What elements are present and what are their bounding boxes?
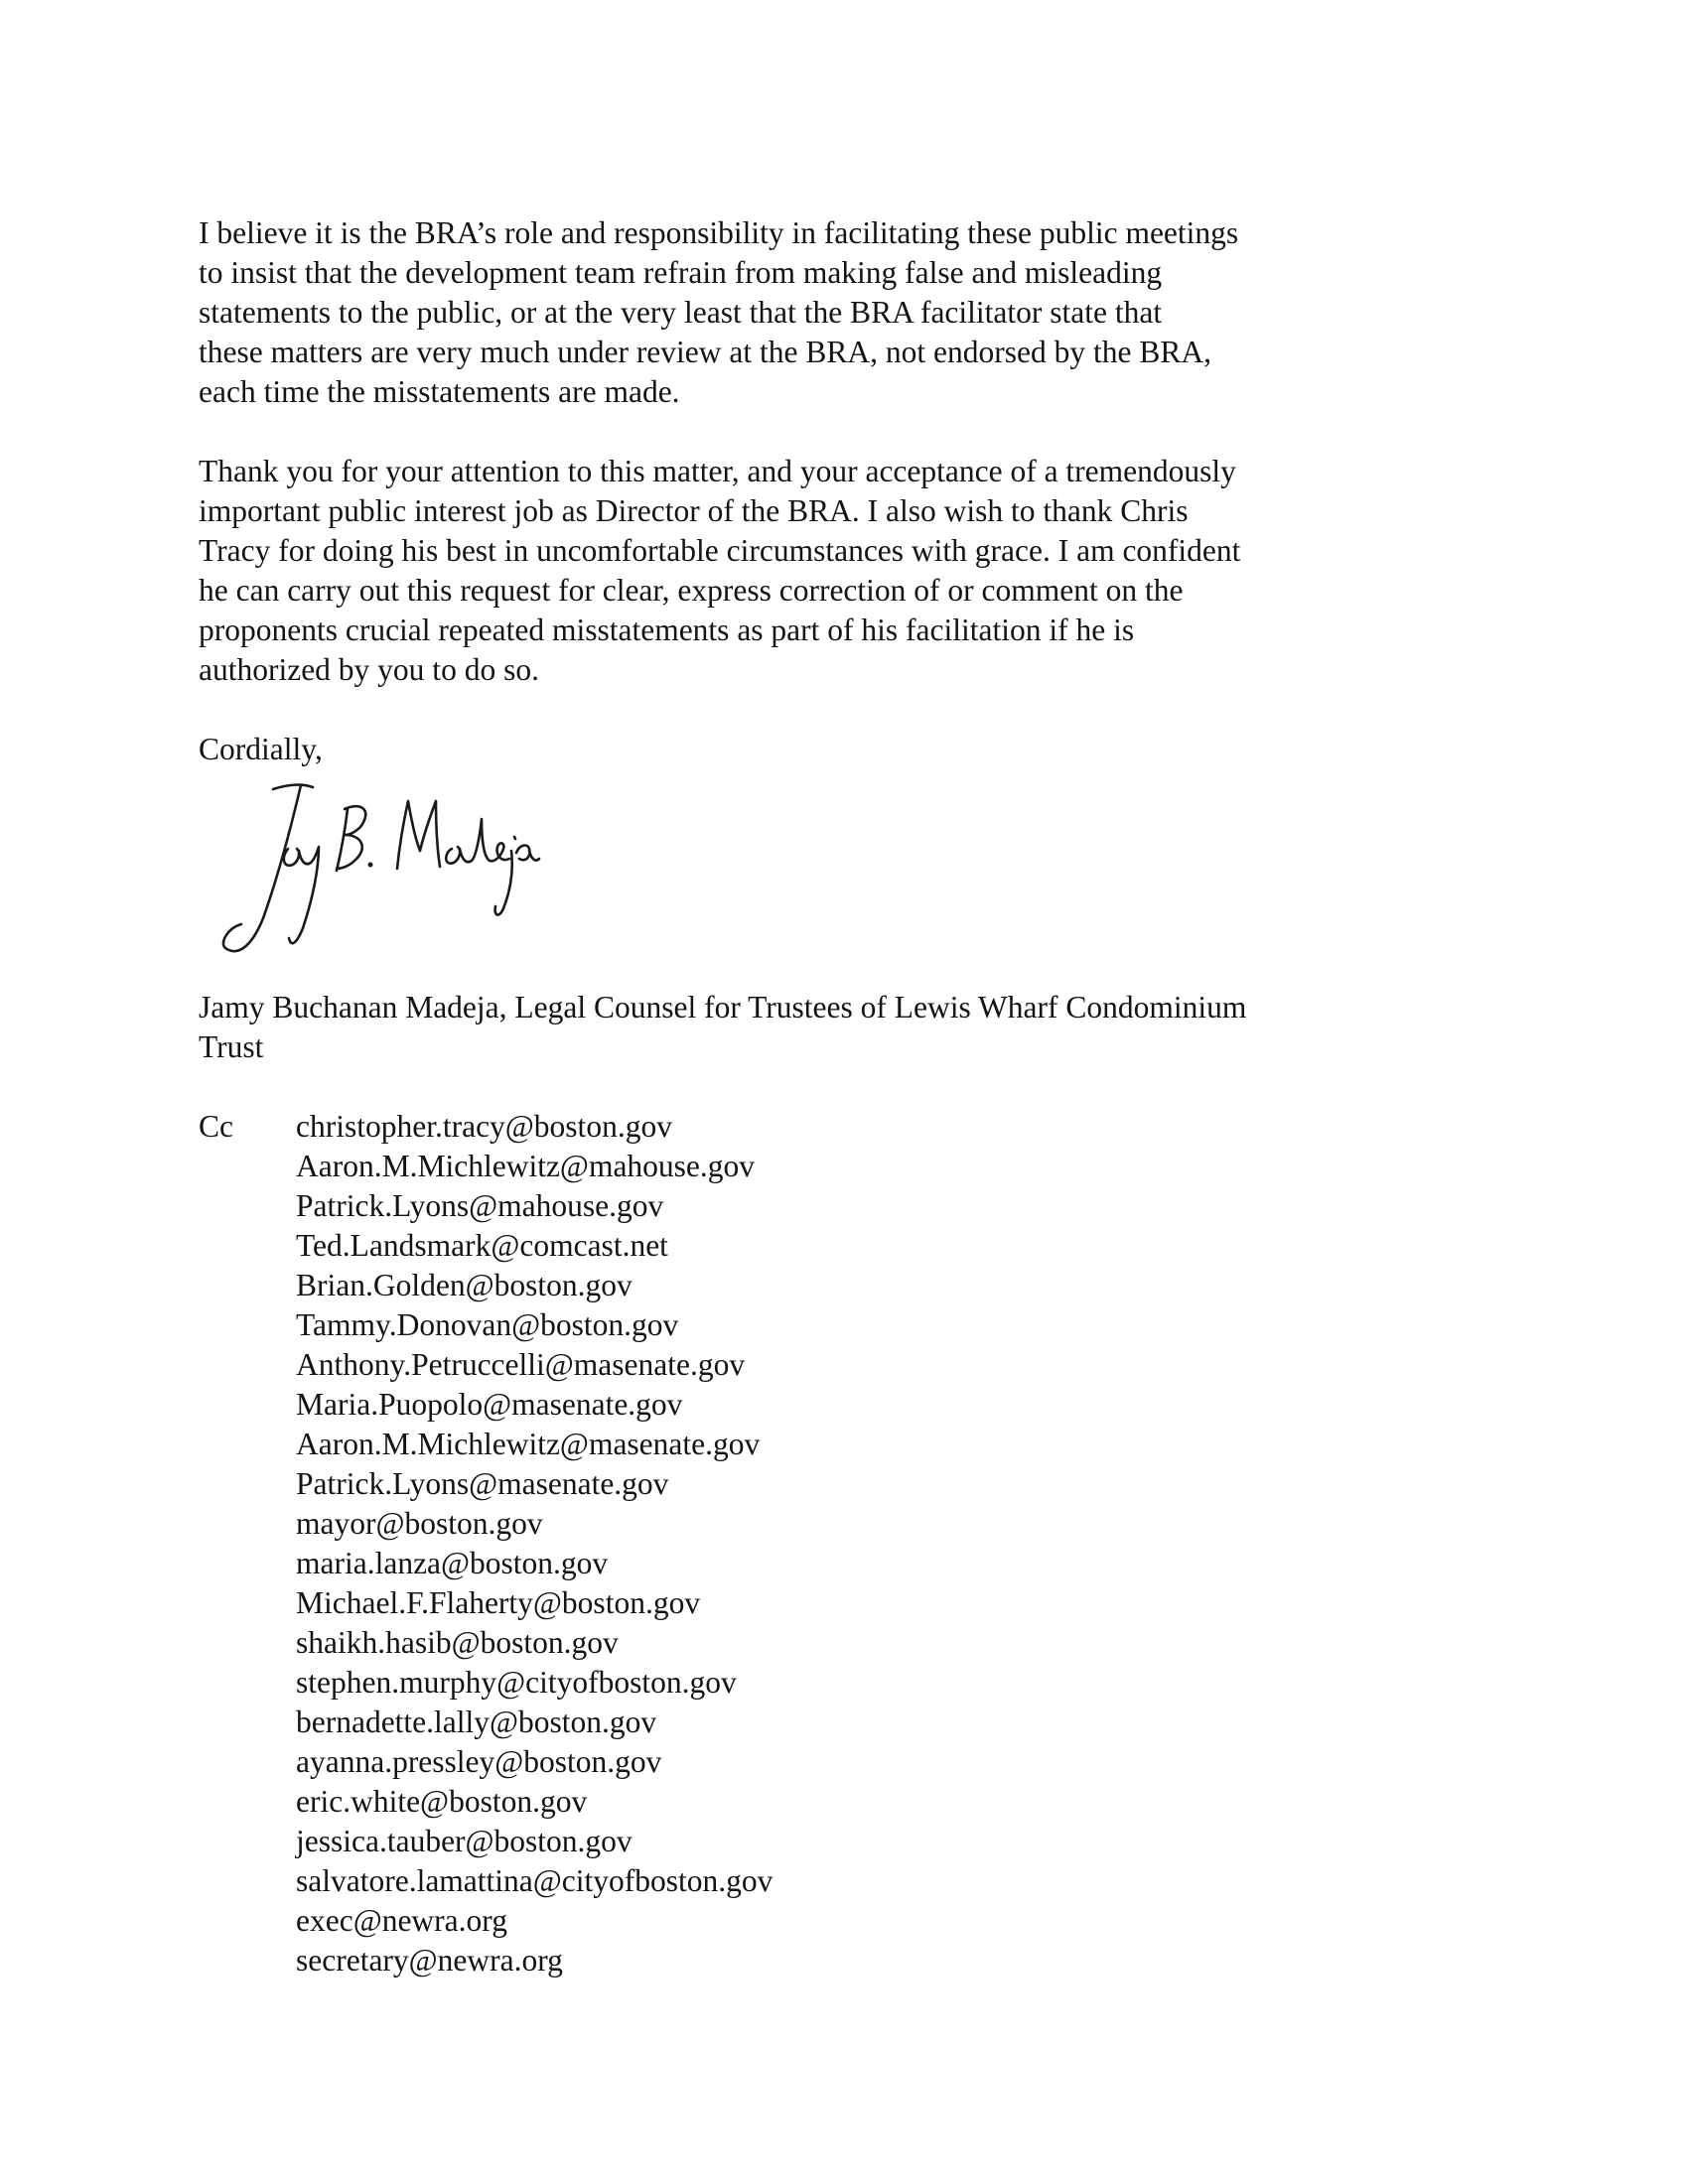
paragraph-line: proponents crucial repeated misstatements as part of his facilitation if he is <box>199 613 1135 647</box>
cc-email: maria.lanza@boston.gov <box>296 1546 609 1580</box>
cc-label: Cc <box>199 1109 233 1144</box>
cc-email: secretary@newra.org <box>296 1943 563 1978</box>
cc-email: shaikh.hasib@boston.gov <box>296 1625 619 1660</box>
paragraph-line: these matters are very much under review at the BRA, not endorsed by the BRA, <box>199 335 1211 369</box>
cc-email: Maria.Puopolo@masenate.gov <box>296 1387 683 1422</box>
paragraph-line: he can carry out this request for clear, express correction of or comment on the <box>199 573 1184 608</box>
cc-email: ayanna.pressley@boston.gov <box>296 1744 662 1779</box>
cc-email: stephen.murphy@cityofboston.gov <box>296 1665 737 1700</box>
cc-list <box>296 1107 773 1980</box>
paragraph-line: I believe it is the BRA’s role and responsibility in facilitating these public meetings <box>199 215 1239 250</box>
handwritten-signature <box>213 779 541 963</box>
cc-email: eric.white@boston.gov <box>296 1784 588 1819</box>
cc-email: Aaron.M.Michlewitz@mahouse.gov <box>296 1149 756 1183</box>
cc-email: salvatore.lamattina@cityofboston.gov <box>296 1863 774 1898</box>
signer-name-title: Jamy Buchanan Madeja, Legal Counsel for Trustees of Lewis Wharf Condominium <box>199 990 1247 1024</box>
cc-email: christopher.tracy@boston.gov <box>296 1109 672 1144</box>
cc-email: exec@newra.org <box>296 1903 507 1938</box>
cc-email: jessica.tauber@boston.gov <box>296 1824 633 1858</box>
paragraph-thanks <box>199 452 1489 690</box>
cc-email: Aaron.M.Michlewitz@masenate.gov <box>296 1427 761 1461</box>
cc-email: Tammy.Donovan@boston.gov <box>296 1307 679 1342</box>
cc-email: Anthony.Petruccelli@masenate.gov <box>296 1347 746 1382</box>
paragraph-line: each time the misstatements are made. <box>199 374 680 409</box>
cc-email: Patrick.Lyons@masenate.gov <box>296 1466 669 1501</box>
paragraph-line: Thank you for your attention to this matter, and your acceptance of a tremendously <box>199 454 1236 488</box>
paragraph-line: to insist that the development team refrain from making false and misleading <box>199 255 1163 290</box>
cc-email: Brian.Golden@boston.gov <box>296 1268 633 1302</box>
paragraph-line: statements to the public, or at the very least that the BRA facilitator state that <box>199 295 1163 330</box>
cc-email: mayor@boston.gov <box>296 1506 543 1541</box>
closing <box>199 730 1489 769</box>
closing-text: Cordially, <box>199 732 323 766</box>
paragraph-line: important public interest job as Director of the BRA. I also wish to thank Chris <box>199 493 1189 528</box>
paragraph-line: authorized by you to do so. <box>199 652 539 687</box>
signer-block <box>199 988 1489 1067</box>
cc-email: Patrick.Lyons@mahouse.gov <box>296 1188 664 1223</box>
signer-name-title: Trust <box>199 1029 264 1064</box>
cc-email: bernadette.lally@boston.gov <box>296 1705 657 1739</box>
paragraph-line: Tracy for doing his best in uncomfortable circumstances with grace. I am confident <box>199 533 1241 568</box>
cc-email: Ted.Landsmark@comcast.net <box>296 1228 668 1263</box>
paragraph-bra-role <box>199 213 1489 412</box>
cc-email: Michael.F.Flaherty@boston.gov <box>296 1585 701 1620</box>
